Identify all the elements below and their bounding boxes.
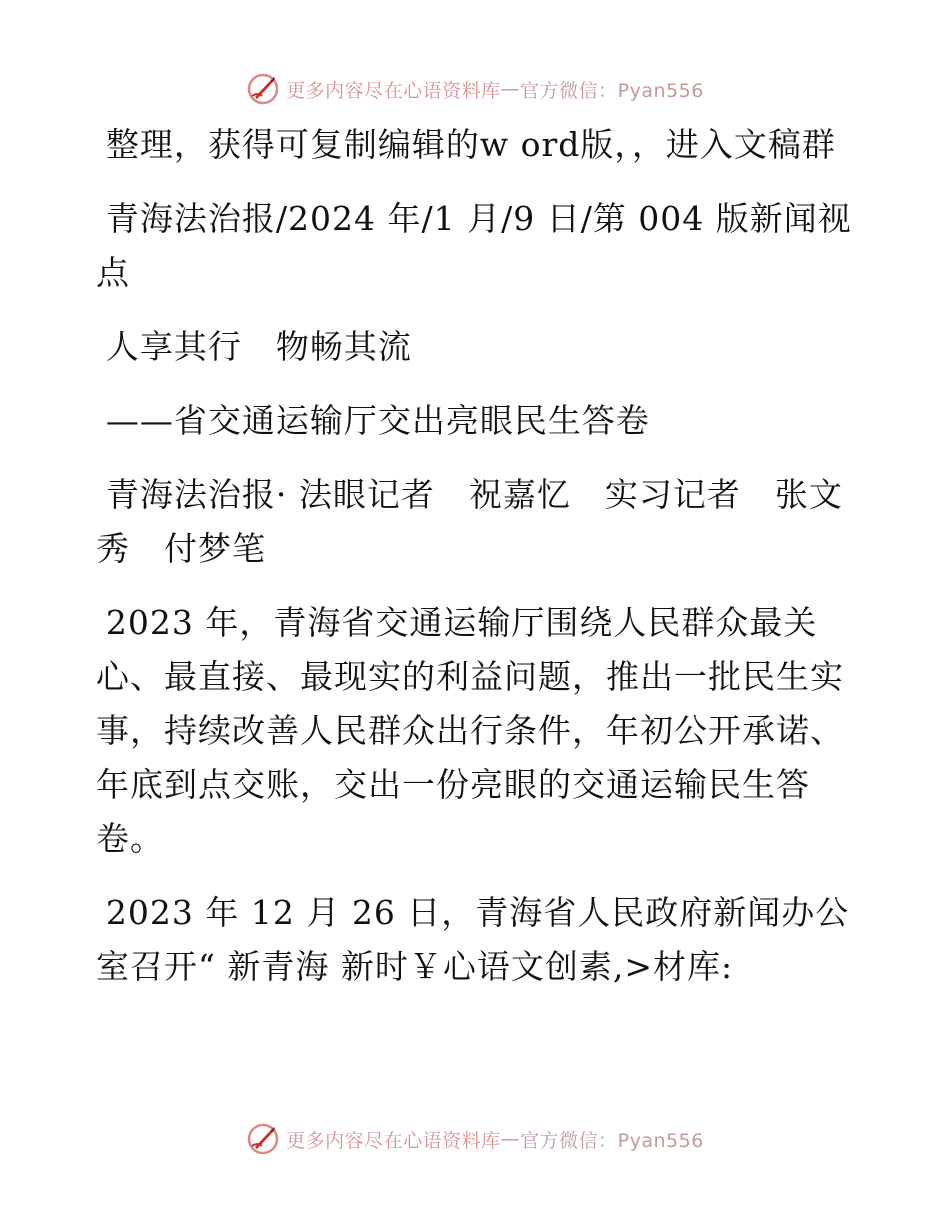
banner-text: 更多内容尽在心语资料库 xyxy=(286,1129,501,1152)
banner-wechat: 官方微信：Pyan556 xyxy=(520,1129,704,1152)
header-banner xyxy=(0,72,950,106)
paragraph: 整理，获得可复制编辑的w ord版，，进入文稿群 xyxy=(105,125,836,164)
banner-separator: — xyxy=(500,78,521,100)
paragraph: 青海法治报/2024 年/1 月/9 日/第 004 版新闻视点 xyxy=(96,199,852,292)
document-body xyxy=(96,118,856,1014)
footer-banner xyxy=(0,1122,950,1156)
quill-pen-icon xyxy=(246,1122,280,1156)
paragraph: 2023 年 12 月 26 日，青海省人民政府新闻办公室召开“ 新青海 新时￥心语文创素,>材库: xyxy=(96,893,850,986)
paragraph: 2023 年，青海省交通运输厅围绕人民群众最关心、最直接、最现实的利益问题，推出一批民生实事，持续改善人民群众出行条件，年初公开承诺、年底到点交账，交出一份亮眼的交通运输民生答卷。 xyxy=(96,603,844,858)
article-title: 人享其行 物畅其流 xyxy=(105,327,412,366)
banner-text: 更多内容尽在心语资料库 xyxy=(286,79,501,102)
banner-separator: — xyxy=(500,1128,521,1150)
article-byline: 青海法治报· 法眼记者 祝嘉忆 实习记者 张文秀 付梦笔 xyxy=(96,475,843,568)
quill-pen-icon xyxy=(246,72,280,106)
banner-wechat: 官方微信：Pyan556 xyxy=(520,79,704,102)
article-subtitle: ——省交通运输厅交出亮眼民生答卷 xyxy=(105,401,650,440)
